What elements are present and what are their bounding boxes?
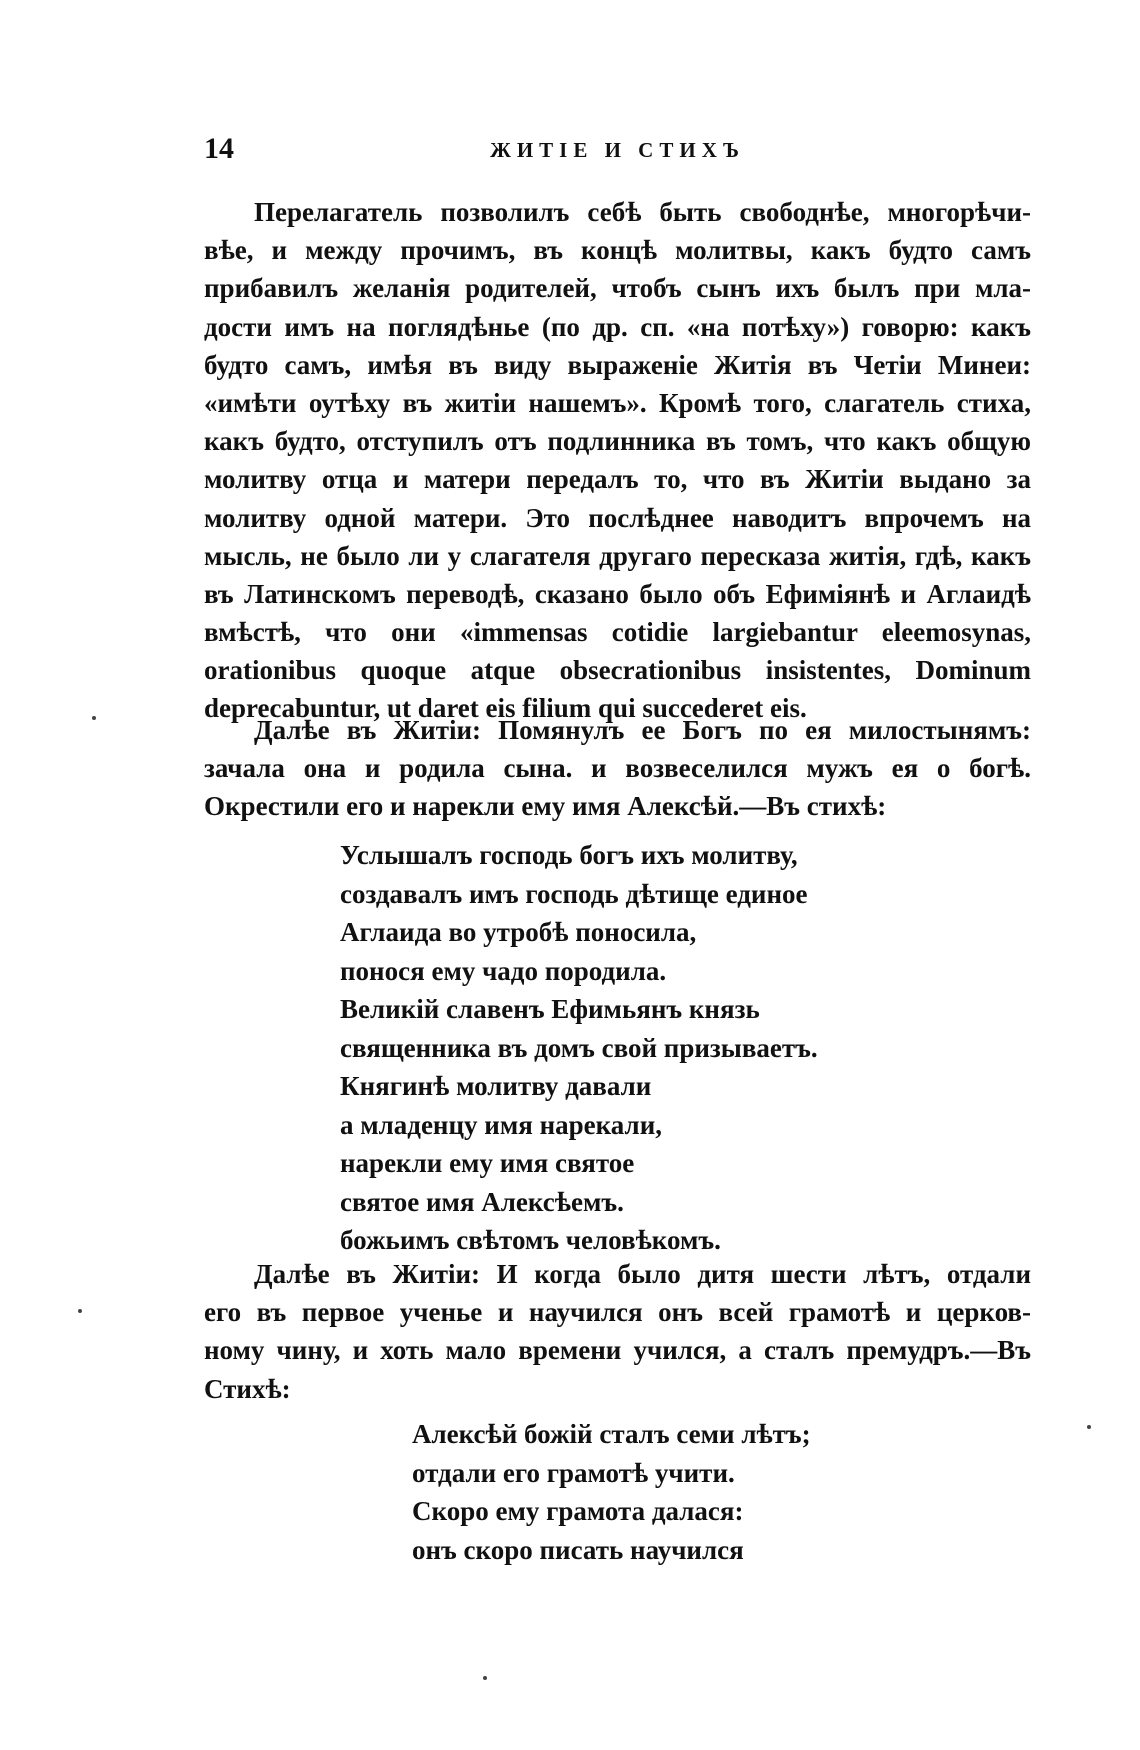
text-line: Стихѣ: — [204, 1373, 291, 1404]
verse-line: Аглаида во утробѣ поносила, — [340, 917, 697, 947]
text-line: Перелагатель позволилъ себѣ быть свободнѣе, многорѣчи- — [254, 197, 1031, 227]
page-number: 14 — [204, 132, 234, 165]
verse-line: понося ему чадо породила. — [340, 955, 667, 986]
text-line: «имѣти оутѣху въ житіи нашемъ». Кромѣ того, слагатель стиха, — [204, 387, 1031, 418]
verse-line: Княгинѣ молитву давали — [340, 1071, 652, 1101]
text-line: вмѣстѣ, что они «immensas cotidie largiebantur eleemosynas, — [204, 617, 1031, 648]
verse-stanza-birth — [340, 836, 818, 1260]
text-line: Окрестили его и нарекли ему имя Алексѣй.—Въ стихѣ: — [204, 791, 887, 822]
verse-line: священника въ домъ свой призываетъ. — [340, 1032, 818, 1063]
paragraph-life-comparison — [204, 193, 1031, 728]
verse-line: божьимъ свѣтомъ человѣкомъ. — [340, 1225, 721, 1255]
verse-stanza-schooling — [412, 1415, 811, 1569]
scan-speck — [92, 716, 96, 720]
text-line: прибавилъ желанія родителей, чтобъ сынъ ихъ былъ при мла- — [204, 273, 1031, 304]
verse-line: создавалъ имъ господь дѣтище единое — [340, 878, 808, 909]
scan-speck — [78, 1309, 82, 1313]
text-line: будто самъ, имѣя въ виду выраженіе Житія въ Четіи Минеи: — [204, 349, 1031, 380]
text-line: молитву отца и матери передалъ то, что въ Житіи выдано за — [204, 464, 1031, 495]
verse-line: нарекли ему имя святое — [340, 1148, 635, 1178]
text-line: orationibus quoque atque obsecrationibus insistentes, Dominum — [204, 655, 1031, 686]
scan-speck — [1087, 1425, 1091, 1429]
text-line: въ Латинскомъ переводѣ, сказано было объ Ефиміянѣ и Аглаидѣ — [204, 578, 1031, 609]
text-line: вѣе, и между прочимъ, въ концѣ молитвы, какъ будто самъ — [204, 235, 1031, 266]
verse-line: онъ скоро писать научился — [412, 1534, 744, 1565]
verse-line: Услышалъ господь богъ ихъ молитву, — [340, 840, 798, 870]
text-line: дости имъ на поглядѣнье (по др. сп. «на потѣху») говорю: какъ — [204, 311, 1031, 342]
text-line: зачала она и родила сына. и возвеселился мужъ ея о богѣ. — [204, 753, 1031, 784]
text-line: ному чину, и хоть мало времени учился, а сталъ премудръ.—Въ — [204, 1335, 1031, 1366]
running-title: ЖИТІЕ И СТИХЪ — [490, 138, 745, 162]
scan-speck — [483, 1676, 487, 1680]
text-line: Далѣе въ Житіи: Помянулъ ее Богъ по ея милостынямъ: — [254, 715, 1031, 745]
running-header — [204, 132, 1031, 172]
verse-line: а младенцу имя нарекали, — [340, 1109, 662, 1140]
paragraph-schooling — [204, 1255, 1031, 1408]
verse-line: Великій славенъ Ефимьянъ князь — [340, 994, 760, 1024]
text-line: мысль, не было ли у слагателя другаго пересказа житія, гдѣ, какъ — [204, 540, 1031, 571]
text-line: какъ будто, отступилъ отъ подлинника въ томъ, что какъ общую — [204, 426, 1031, 457]
paragraph-birth-of-son — [204, 711, 1031, 826]
text-line: Далѣе въ Житіи: И когда было дитя шести лѣтъ, отдали — [254, 1259, 1031, 1289]
verse-line: Скоро ему грамота далася: — [412, 1496, 744, 1526]
text-line: его въ первое ученье и научился онъ всей грамотѣ и церков- — [204, 1297, 1031, 1328]
verse-line: отдали его грамотѣ учити. — [412, 1457, 735, 1488]
verse-line: святое имя Алексѣемъ. — [340, 1186, 624, 1217]
text-line: deprecabuntur, ut daret eis filium qui succederet eis. — [204, 693, 807, 724]
text-line: молитву одной матери. Это послѣднее наводитъ впрочемъ на — [204, 502, 1031, 533]
verse-line: Алексѣй божій сталъ семи лѣтъ; — [412, 1419, 811, 1449]
